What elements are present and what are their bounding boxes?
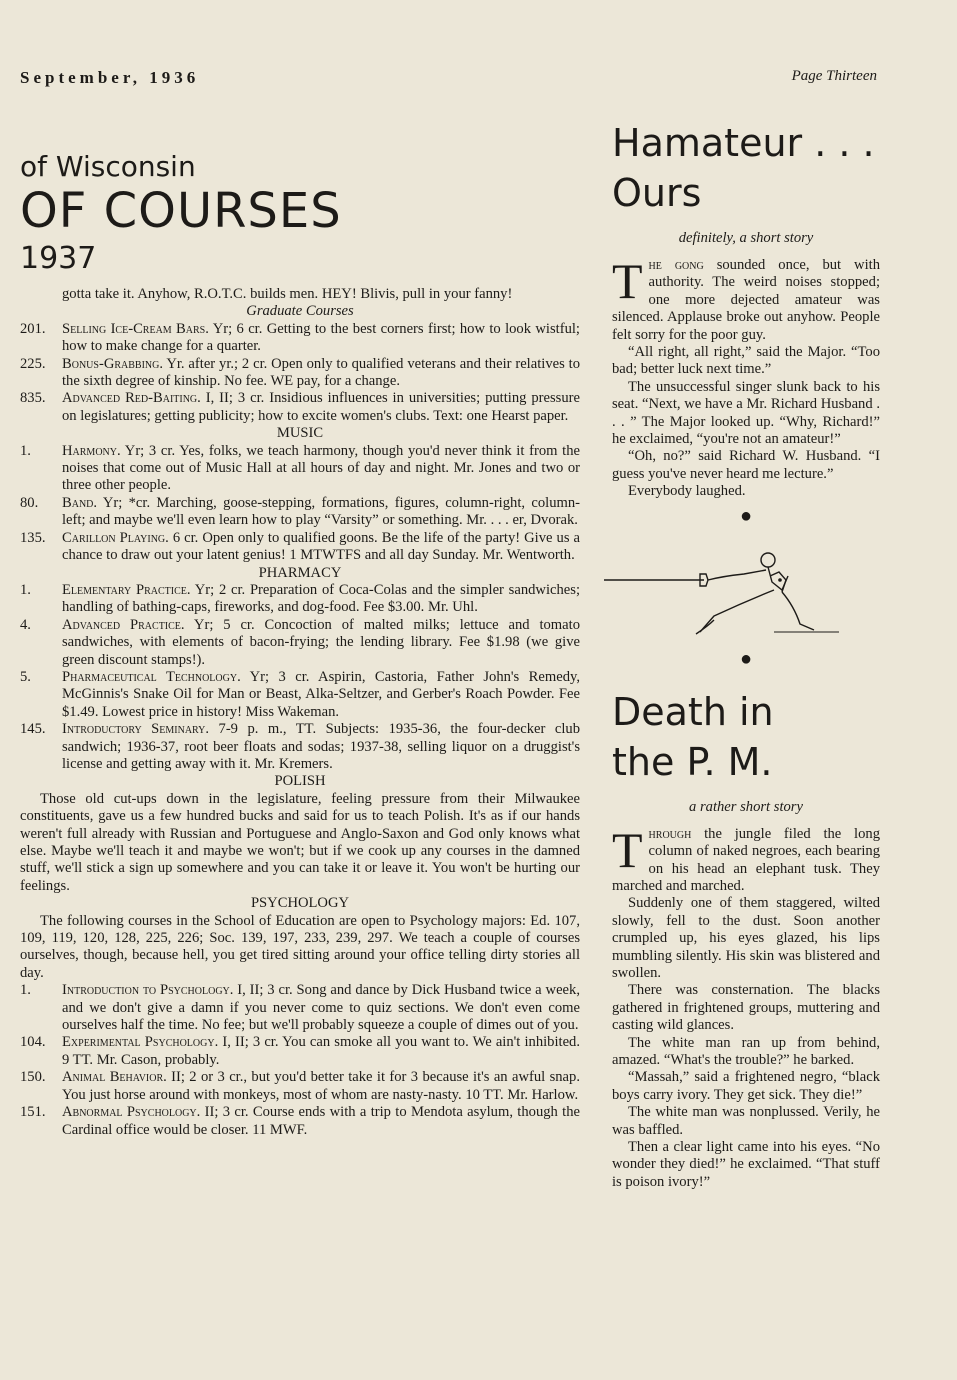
main-heading: OF COURSES	[20, 183, 342, 239]
story2-paragraph-7: Then a clear light came into his eyes. “No wonder they died!” he exclaimed. “That stuff is poison ivory!”	[612, 1139, 880, 1190]
story2-paragraph-5: “Massah,” said a frightened negro, “black boys carry ivory. They get sick. They die!”	[612, 1069, 880, 1103]
course-entry	[20, 617, 580, 669]
course-entry	[20, 982, 580, 1034]
story1-body	[612, 253, 880, 501]
course-entry	[20, 356, 580, 391]
story2-paragraph-1	[612, 821, 880, 896]
intro-paragraph: gotta take it. Anyhow, R.O.T.C. builds men. HEY! Blivis, pull in your fanny!	[62, 286, 513, 302]
story2-title-line2: the P. M.	[612, 739, 773, 784]
course-details: II; 3 cr. Course ends with a trip to Mendota asylum, though the Cardinal office would be closer. 11 MWF.	[62, 1104, 580, 1138]
course-title: Advanced Red-Baiting.	[62, 390, 201, 407]
course-description	[62, 356, 580, 391]
course-title: Selling Ice-Cream Bars.	[62, 320, 209, 337]
course-number: 135.	[20, 529, 46, 546]
course-number: 5.	[20, 668, 31, 685]
course-entry	[20, 1069, 580, 1104]
story2-body	[612, 821, 880, 1192]
psychology-heading: PSYCHOLOGY	[250, 895, 350, 912]
course-entry	[20, 390, 580, 425]
course-details: Yr; 5 cr. Concoction of malted milks; lettuce and tomato sandwiches, with elements of bacon-frying; the lending library. Fee $1.98 (we give green discount stamps!).	[62, 616, 580, 668]
course-details: I, II; 3 cr. You can smoke all you want to. We ain't inhibited. 9 TT. Mr. Cason, probably.	[62, 1034, 581, 1068]
course-details: 7-9 p. m., TT. Subjects: 1935-36, the four-decker club sandwich; 1936-37, root beer floats and sodas; 1937-38, selling liquor on a druggist's license and getting away with it. Mr. Kremers.	[62, 721, 580, 772]
course-entry	[20, 495, 580, 530]
pharmacy-heading: PHARMACY	[258, 564, 342, 581]
course-number: 1.	[20, 581, 31, 598]
course-title: Harmony.	[62, 442, 121, 459]
course-description	[62, 1069, 580, 1104]
dropcap: T	[612, 821, 643, 878]
course-description	[62, 443, 580, 495]
course-title: Experimental Psychology.	[62, 1034, 219, 1051]
course-title: Advanced Practice.	[62, 616, 185, 633]
course-number: 4.	[20, 616, 31, 633]
course-description	[62, 669, 580, 721]
course-description	[62, 390, 580, 425]
story2-title-line1: Death in	[612, 689, 774, 734]
course-title: Abnormal Psychology.	[62, 1104, 201, 1121]
course-number: 1.	[20, 442, 31, 459]
course-number: 1.	[20, 982, 31, 999]
polish-heading: POLISH	[274, 773, 326, 790]
course-number: 151.	[20, 1104, 46, 1121]
course-number: 150.	[20, 1069, 46, 1086]
course-number: 80.	[20, 494, 39, 511]
story2-paragraph-2: Suddenly one of them staggered, wilted slowly, fell to the dust. Soon another crumpled up, his eyes glazed, his lips mumbling silently. His skin was blistered and swollen.	[612, 895, 880, 981]
course-entry	[20, 721, 580, 773]
lead-smallcaps: he gong	[648, 257, 704, 273]
course-details: 6 cr. Open only to qualified goons. Be the life of the party! Give us a chance to draw out your latent genius! 1 MTWTFS and all day Sunday. Mr. Wentworth.	[62, 529, 580, 564]
course-description	[62, 617, 580, 669]
courses-column	[20, 150, 580, 1139]
course-entry	[20, 582, 580, 617]
graduate-list	[20, 321, 580, 425]
course-entry	[20, 1104, 580, 1139]
story2-paragraph-3: There was consternation. The blacks gathered in frightened groups, muttering and casting wild glances.	[612, 982, 880, 1034]
course-details: II; 2 or 3 cr., but you'd better take it for 3 because it's an awful snap. You just horse around with monkeys, most of whom are nasty-nasty. 10 TT. Mr. Harlow.	[62, 1069, 580, 1103]
pharmacy-list	[20, 582, 580, 773]
paragraph-text: sounded once, but with authority. The weird noises stopped; one more dejected amateur was silenced. Applause broke out anyhow. People felt sorry for the poor guy.	[612, 257, 880, 343]
course-description	[62, 582, 580, 617]
psychology-list	[20, 982, 580, 1139]
year-heading: 1937	[20, 241, 97, 276]
header-date: September, 1936	[20, 68, 200, 87]
course-description	[62, 982, 580, 1034]
story2-paragraph-6: The white man was nonplussed. Verily, he was baffled.	[612, 1104, 880, 1138]
course-entry	[20, 669, 580, 721]
course-number: 835.	[20, 390, 46, 407]
course-number: 225.	[20, 355, 46, 372]
course-title: Band.	[62, 494, 98, 511]
sub-heading: of Wisconsin	[20, 150, 196, 183]
story1-title-line1: Hamateur . . .	[612, 121, 875, 165]
story1-paragraph-5: Everybody laughed.	[628, 483, 746, 500]
dropcap: T	[612, 253, 643, 309]
course-number: 201.	[20, 320, 46, 337]
music-heading: MUSIC	[276, 425, 324, 442]
bullet-separator: ●	[739, 647, 753, 670]
story1-paragraph-3: The unsuccessful singer slunk back to his seat. “Next, we have a Mr. Richard Husband . . . ” The Major looked up. “Why, Richard!” he exclaimed, “you're not an amateur!”	[612, 378, 880, 448]
course-details: I, II; 3 cr. Song and dance by Dick Husband twice a week, and we don't give a damn if you never come to quiz sections. We don't even come ourselves half the time. No fee; but we'll probably squeeze a couple of dimes out of you.	[62, 982, 580, 1034]
story1-subtitle: definitely, a short story	[678, 230, 814, 246]
polish-paragraph: Those old cut-ups down in the legislature, feeling pressure from their Milwaukee constituents, gave us a few hundred bucks and said for us to teach Polish. It's as if our hands weren't full already with Russian and Portuguese and Anglo-Saxon and God only knows what else. Maybe we'll teach it and maybe we won't; but if we cook up any courses in the damned stuff, we'll stick a sign up somewhere and you can take it or leave it. You won't be hurting our feelings.	[20, 790, 580, 894]
music-list	[20, 443, 580, 565]
course-details: Yr. after yr.; 2 cr. Open only to qualified veterans and their relatives to the sixth degree of kinship. No fee. WE pay, for a change.	[62, 355, 580, 390]
fencer-illustration	[604, 546, 854, 642]
stories-column	[612, 118, 880, 1191]
course-details: Yr; 6 cr. Getting to the best corners first; how to look wistful; how to make change for a quarter.	[62, 320, 580, 355]
course-description	[62, 1104, 580, 1139]
course-description	[62, 495, 580, 530]
course-title: Carillon Playing.	[62, 529, 169, 546]
course-details: I, II; 3 cr. Insidious influences in universities; putting pressure on legislatures; getting publicity; how to excite women's clubs. Text: one Hearst paper.	[62, 390, 580, 424]
story2-subtitle: a rather short story	[689, 798, 803, 815]
course-entry	[20, 443, 580, 495]
paragraph-text: the jungle filed the long column of naked negroes, each bearing on his head an elephant tusk. They marched and marched.	[612, 825, 880, 894]
bullet-separator: ●	[739, 504, 753, 527]
course-details: Yr; 3 cr. Aspirin, Castoria, Father John's Remedy, McGinnis's Snake Oil for Man or Beast, Alka-Seltzer, and Gerber's Roach Powder. Fee $1.49. Lowest price in history! Miss Wakeman.	[62, 668, 580, 720]
course-number: 104.	[20, 1034, 46, 1051]
course-description	[62, 1034, 580, 1069]
course-entry	[20, 1034, 580, 1069]
course-number: 145.	[20, 721, 46, 738]
story2-paragraph-4: The white man ran up from behind, amazed. “What's the trouble?” he barked.	[612, 1034, 880, 1068]
story1-title-line2: Ours	[612, 171, 702, 215]
course-title: Pharmaceutical Technology.	[62, 668, 241, 685]
course-title: Introduction to Psychology.	[62, 982, 234, 999]
graduate-heading: Graduate Courses	[246, 303, 354, 320]
course-details: Yr; *cr. Marching, goose-stepping, formations, figures, column-right, column-left; and maybe we'll even learn how to play “Varsity” or something. Mr. . . . er, Dvorak.	[62, 494, 580, 529]
courses-body	[20, 286, 580, 1139]
course-entry	[20, 530, 580, 565]
story1-paragraph-2: “All right, all right,” said the Major. “Too bad; better luck next time.”	[612, 344, 880, 378]
course-description	[62, 321, 580, 356]
course-title: Animal Behavior.	[62, 1069, 167, 1086]
course-description	[62, 530, 580, 565]
course-title: Bonus-Grabbing.	[62, 355, 164, 372]
course-details: Yr; 3 cr. Yes, folks, we teach harmony, though you'd never think it from the noises that come out of Music Hall at all hours of day and night. Mr. Jones and two or three other people.	[62, 442, 580, 494]
course-title: Elementary Practice.	[62, 581, 191, 598]
course-title: Introductory Seminary.	[62, 721, 210, 738]
header-page-number: Page Thirteen	[791, 68, 877, 84]
story1-paragraph-1	[612, 253, 880, 344]
course-details: Yr; 2 cr. Preparation of Coca-Colas and the simpler sandwiches; handling of bathing-caps, fireworks, and dog-food. Fee $3.00. Mr. Uhl.	[62, 581, 581, 616]
psychology-paragraph: The following courses in the School of Education are open to Psychology majors: Ed. 107, 109, 119, 120, 128, 225, 226; Soc. 139, 197, 233, 239, 297. We teach a couple of courses ourselves, though, because hell, you get tired sitting around your office telling dirty stories all day.	[20, 912, 580, 981]
lead-smallcaps: hrough	[648, 825, 692, 842]
story1-paragraph-4: “Oh, no?” said Richard W. Husband. “I guess you've never heard me lecture.”	[612, 448, 880, 482]
course-entry	[20, 321, 580, 356]
course-description	[62, 721, 580, 773]
